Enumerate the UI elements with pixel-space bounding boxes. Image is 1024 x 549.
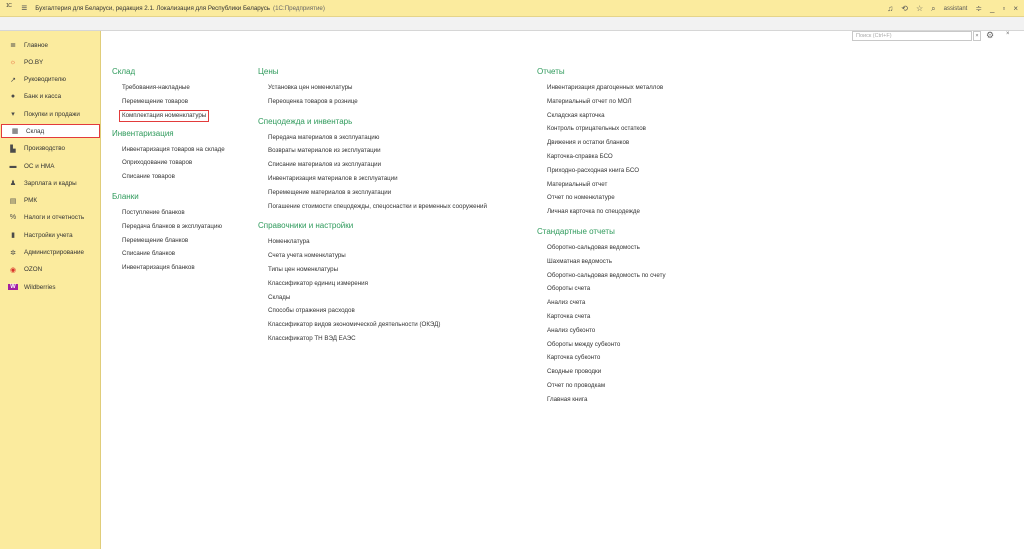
search-input[interactable]: Поиск (Ctrl+F) [852,31,972,41]
hamburger-menu-icon[interactable]: ≡ [21,2,28,14]
nav-link[interactable]: Возвраты материалов из эксплуатации [268,147,381,155]
sidebar-item[interactable] [0,246,100,260]
sidebar-item-icon: ☼ [9,58,17,66]
settings-menu-icon[interactable]: ≑ [975,4,983,13]
nav-link[interactable]: Погашение стоимости спецодежды, спецоснастки и временных сооружений [268,202,487,210]
sidebar-item-icon: ✲ [10,249,16,257]
history-icon[interactable]: ⟲ [901,4,908,13]
sidebar-item[interactable] [0,263,100,277]
nav-link[interactable]: Списание товаров [122,173,175,181]
sidebar-item-icon: ● [10,93,16,101]
nav-link[interactable]: Карточка-справка БСО [547,152,613,160]
user-name[interactable]: assistant [943,5,968,12]
nav-link[interactable]: Анализ счета [547,299,586,307]
nav-link[interactable]: Оборотно-сальдовая ведомость [547,243,640,251]
section-workwear [258,117,538,214]
sidebar-item-icon: ▤ [9,197,17,205]
window-title-text: Бухгалтерия для Беларуси, редакция 2.1. Локализация для Республики Беларусь [35,4,271,12]
nav-link[interactable]: Движения и остатки бланков [547,139,630,147]
nav-link[interactable]: Перемещение бланков [122,236,189,244]
nav-link[interactable]: Отчет по проводкам [547,381,606,389]
close-window-icon[interactable]: × [1013,4,1018,13]
nav-link[interactable]: Сводные проводки [547,368,602,376]
window-subtitle: (1С:Предприятие) [273,4,325,12]
tab-strip [0,17,1024,31]
window-title [35,5,325,12]
section-blanks [112,192,252,275]
section-title: Склад [112,67,136,76]
sidebar-item-label: Руководителю [24,76,67,84]
nav-link[interactable]: Склады [268,293,291,301]
sidebar-item-label: ОС и НМА [24,162,55,170]
nav-link[interactable]: Инвентаризация товаров на складе [122,145,225,153]
nav-link[interactable]: Материальный отчет по МОЛ [547,97,632,105]
sidebar-item-icon: ↗ [10,76,16,84]
logo-text: 1С [6,3,12,9]
nav-link[interactable]: Списание бланков [122,250,176,258]
sidebar-item-label: Покупки и продажи [24,110,80,118]
section-title: Инвентаризация [112,128,174,138]
sidebar-item[interactable] [0,73,100,87]
sidebar-item[interactable] [0,228,100,242]
minimize-icon[interactable]: _ [990,4,995,13]
nav-link[interactable]: Передача бланков в эксплуатацию [122,222,223,230]
title-bar [0,0,1024,17]
nav-link[interactable]: Карточка счета [547,312,591,320]
nav-link[interactable]: Анализ субконто [547,326,596,334]
nav-link[interactable]: Классификатор ТН ВЭД ЕАЭС [268,334,356,342]
nav-link[interactable]: Номенклатура [268,238,310,246]
nav-link[interactable]: Обороты счета [547,285,591,293]
sidebar-item-icon: ♟ [9,180,17,188]
sidebar-item-icon: ≣ [10,42,16,49]
section-title: Стандартные отчеты [537,226,615,236]
sidebar-item-label: Склад [26,127,45,135]
nav-link[interactable]: Материальный отчет [547,180,608,188]
sidebar-item[interactable] [0,211,100,225]
sidebar-item-label: PO.BY [24,58,44,66]
sidebar-item[interactable] [0,38,100,52]
maximize-icon[interactable]: ▫ [1002,4,1006,13]
sidebar-item-label: Налоги и отчетность [24,214,85,222]
sidebar-item[interactable] [0,176,100,190]
nav-link[interactable]: Отчет по номенклатуре [547,194,615,202]
nav-link[interactable]: Счета учета номенклатуры [268,252,346,260]
nav-link[interactable]: Комплектация номенклатуры [122,111,207,119]
nav-link[interactable]: Перемещение товаров [122,97,188,105]
nav-link[interactable]: Передача материалов в эксплуатацию [268,133,380,141]
section-title: Отчеты [537,67,565,76]
nav-link[interactable]: Карточка субконто [547,354,601,362]
section-title: Бланки [112,191,139,201]
sidebar-item-label: Wildberries [24,283,56,291]
nav-link[interactable]: Списание материалов из эксплуатации [268,161,382,169]
column-3 [537,67,737,415]
app-logo[interactable] [6,3,11,13]
sidebar-item[interactable] [0,194,100,208]
gear-icon[interactable]: ⚙ [986,30,995,40]
nav-link[interactable]: Приходно-расходная книга БСО [547,166,640,174]
section-prices [258,67,538,109]
sidebar-item-label: Настройки учета [24,231,73,239]
favorites-icon[interactable]: ☆ [915,4,924,13]
sidebar-item-icon: ▙ [10,145,16,153]
sidebar-item[interactable] [0,159,100,173]
sidebar-item-label: Главное [24,41,49,49]
nav-link[interactable]: Складская карточка [547,111,605,119]
close-panel-icon[interactable]: × [1006,31,1010,37]
nav-link[interactable]: Оприходование товаров [122,159,193,167]
section-refs [258,221,538,345]
nav-link[interactable]: Требования-накладные [122,84,190,91]
main-panel [101,31,1024,549]
section-reports [537,67,737,219]
search-clear-button[interactable]: × [973,31,981,41]
nav-link[interactable]: Личная карточка по спецодежде [547,208,640,216]
nav-link[interactable]: Инвентаризация бланков [122,264,195,272]
nav-link[interactable]: Перемещение материалов в эксплуатации [268,188,392,196]
sidebar-item[interactable] [0,90,100,104]
nav-link[interactable]: Классификатор видов экономической деятельности (ОКЭД) [268,321,441,329]
nav-link[interactable]: Способы отражения расходов [268,307,355,315]
nav-link[interactable]: Установка цен номенклатуры [268,84,353,91]
column-1 [112,67,252,283]
sidebar-item-label: РМК [24,197,38,205]
sidebar-item-label: Администрирование [24,249,85,257]
sidebar-item-icon: % [9,214,17,222]
sidebar [0,31,101,549]
column-2 [258,67,538,354]
section-title: Справочники и настройки [258,221,354,231]
section-inventory [112,129,252,184]
sidebar-item-label: OZON [24,266,43,274]
sidebar-item-icon: ▬ [9,162,17,170]
search-icon[interactable]: ⌕ [931,3,936,13]
nav-link[interactable]: Шахматная ведомость [547,257,612,265]
nav-link[interactable]: Обороты между субконто [547,340,621,348]
section-sklad [112,67,252,121]
sidebar-item-icon: ▦ [11,128,19,136]
nav-link[interactable]: Типы цен номенклатуры [268,265,339,273]
sidebar-item[interactable] [0,55,100,69]
section-title: Цены [258,67,279,76]
notifications-icon[interactable]: ♫ [887,4,894,13]
sidebar-item-icon: ◉ [9,266,17,274]
nav-link[interactable]: Переоценка товаров в рознице [268,97,358,105]
section-title: Спецодежда и инвентарь [258,116,353,126]
sidebar-item-label: Производство [24,145,66,153]
title-controls [887,0,1018,17]
sidebar-item-label: Зарплата и кадры [24,179,77,187]
sidebar-item[interactable] [0,280,100,294]
nav-link[interactable]: Инвентаризация драгоценных металлов [547,84,664,91]
sidebar-item[interactable] [0,142,100,156]
sidebar-item-icon: ▾ [11,111,15,119]
nav-link[interactable]: Классификатор единиц измерения [268,279,368,287]
sidebar-item[interactable] [0,107,100,121]
nav-link[interactable]: Контроль отрицательных остатков [547,125,646,133]
nav-link[interactable]: Инвентаризация материалов в эксплуатации [268,174,398,182]
sidebar-item[interactable] [1,124,100,138]
nav-link[interactable]: Поступление бланков [122,208,185,216]
nav-link[interactable]: Оборотно-сальдовая ведомость по счету [547,271,666,279]
sidebar-item-icon: W [8,284,18,290]
sidebar-item-icon: ▮ [11,232,15,240]
section-standard-reports [537,227,737,407]
sidebar-item-label: Банк и касса [24,93,62,101]
nav-link[interactable]: Главная книга [547,395,588,403]
